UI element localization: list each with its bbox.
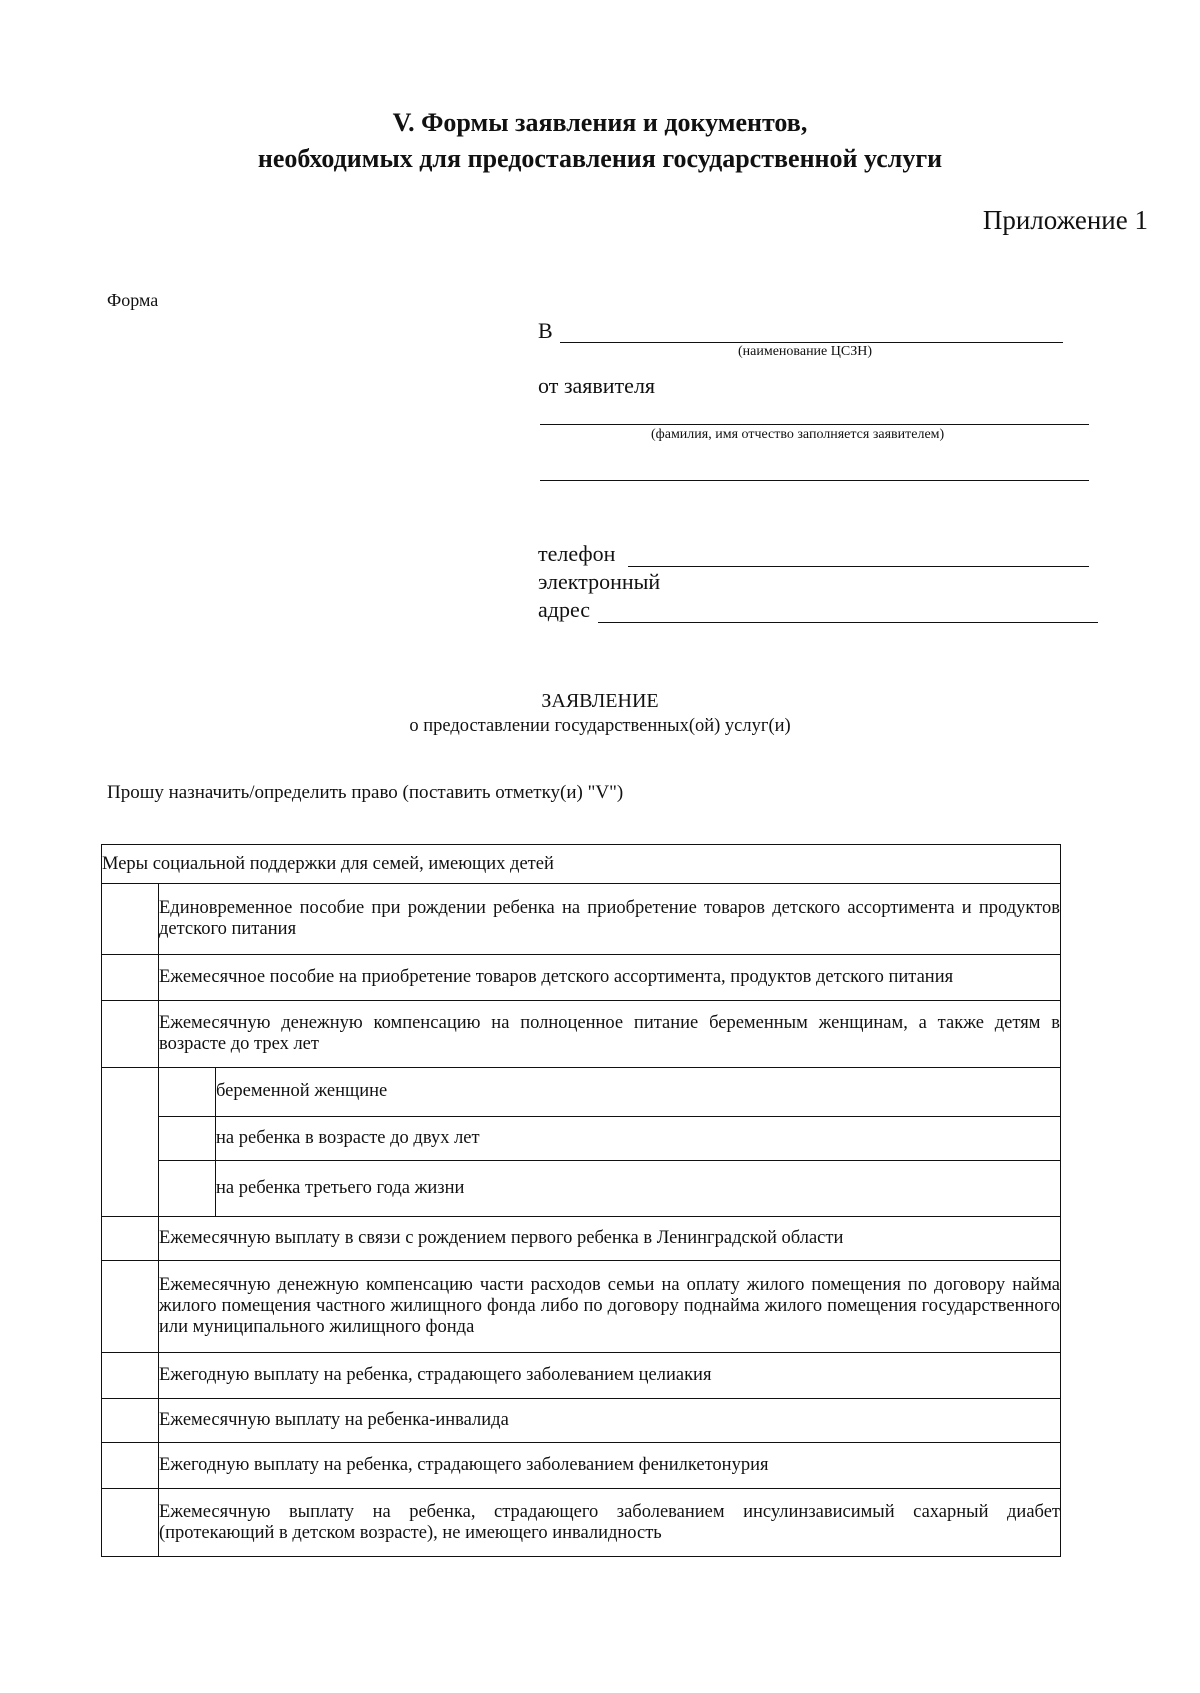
checkbox-cell[interactable]: [159, 1068, 216, 1116]
statement-subtitle: о предоставлении государственных(ой) услуг(и): [409, 716, 791, 736]
phone-label: телефон: [538, 541, 616, 566]
table-header: Меры социальной поддержки для семей, имеющих детей: [102, 845, 1061, 884]
table-row: [102, 1399, 1061, 1443]
measure-text: Ежемесячную денежную компенсацию на полноценное питание беременным женщинам, а также детям в возрасте до трех лет: [159, 1001, 1061, 1068]
heading-line-2: необходимых для предоставления государственной услуги: [257, 144, 943, 173]
checkbox-cell[interactable]: [102, 1443, 159, 1489]
checkbox-cell[interactable]: [102, 1489, 159, 1557]
email-field-line[interactable]: [598, 622, 1098, 623]
table-row: [102, 1489, 1061, 1557]
from-label: от заявителя: [538, 373, 656, 398]
to-prefix: В: [538, 318, 553, 343]
form-label: Форма: [107, 290, 159, 310]
to-caption: (наименование ЦСЗН): [738, 344, 872, 359]
checkbox-cell[interactable]: [102, 1001, 159, 1068]
checkbox-cell[interactable]: [159, 1160, 216, 1216]
table-row: [102, 1443, 1061, 1489]
table-row: [102, 1353, 1061, 1399]
table-row: [102, 884, 1061, 955]
heading-line-1: V. Формы заявления и документов,: [392, 108, 808, 137]
checkbox-cell[interactable]: [102, 1353, 159, 1399]
checkbox-cell[interactable]: [102, 1261, 159, 1353]
checkbox-cell[interactable]: [159, 1116, 216, 1160]
measure-text: Ежемесячное пособие на приобретение товаров детского ассортимента, продуктов детского питания: [159, 955, 1061, 1001]
subitems-table: [159, 1068, 1060, 1216]
email-label-2: адрес: [538, 597, 591, 622]
table-row: [102, 1261, 1061, 1353]
measure-text: Ежемесячную выплату на ребенка, страдающего заболеванием инсулинзависимый сахарный диабет (протекающий в детском возрасте), не имеющего инвалидность: [159, 1489, 1061, 1557]
empty-cell: [102, 1068, 159, 1217]
measure-text: Единовременное пособие при рождении ребенка на приобретение товаров детского ассортимента и продуктов детского питания: [159, 884, 1061, 955]
measure-text: Ежегодную выплату на ребенка, страдающего заболеванием фенилкетонурия: [159, 1443, 1061, 1489]
from-field-line-2[interactable]: [540, 480, 1089, 481]
table-row-subitems: [102, 1068, 1061, 1217]
request-line: Прошу назначить/определить право (поставить отметку(и) "V"): [107, 782, 624, 803]
measure-text: Ежемесячную выплату на ребенка-инвалида: [159, 1399, 1061, 1443]
to-field-line[interactable]: [560, 342, 1063, 343]
sub-row: [159, 1116, 1060, 1160]
measure-text: Ежемесячную денежную компенсацию части расходов семьи на оплату жилого помещения по договору найма жилого помещения частного жилищного фонда либо по договору поднайма жилого помещения государственного или муниципального жилищного фонда: [159, 1261, 1061, 1353]
measure-text: Ежемесячную выплату в связи с рождением первого ребенка в Ленинградской области: [159, 1217, 1061, 1261]
checkbox-cell[interactable]: [102, 884, 159, 955]
table-header-row: [102, 845, 1061, 884]
sub-row: [159, 1160, 1060, 1216]
sub-row: [159, 1068, 1060, 1116]
from-field-line-1[interactable]: [540, 424, 1089, 425]
table-row: [102, 1001, 1061, 1068]
sub-measure-text: на ребенка третьего года жизни: [216, 1160, 1061, 1216]
measures-table: [101, 844, 1061, 1557]
statement-title: ЗАЯВЛЕНИЕ: [541, 690, 659, 712]
table-row: [102, 1217, 1061, 1261]
checkbox-cell[interactable]: [102, 1399, 159, 1443]
sub-measure-text: на ребенка в возрасте до двух лет: [216, 1116, 1061, 1160]
measure-text: Ежегодную выплату на ребенка, страдающего заболеванием целиакия: [159, 1353, 1061, 1399]
table-row: [102, 955, 1061, 1001]
checkbox-cell[interactable]: [102, 1217, 159, 1261]
appendix-label: Приложение 1: [982, 205, 1148, 235]
sub-measure-text: беременной женщине: [216, 1068, 1061, 1116]
from-caption: (фамилия, имя отчество заполняется заявителем): [651, 427, 945, 442]
email-label-1: электронный: [538, 569, 661, 594]
phone-field-line[interactable]: [628, 566, 1089, 567]
checkbox-cell[interactable]: [102, 955, 159, 1001]
